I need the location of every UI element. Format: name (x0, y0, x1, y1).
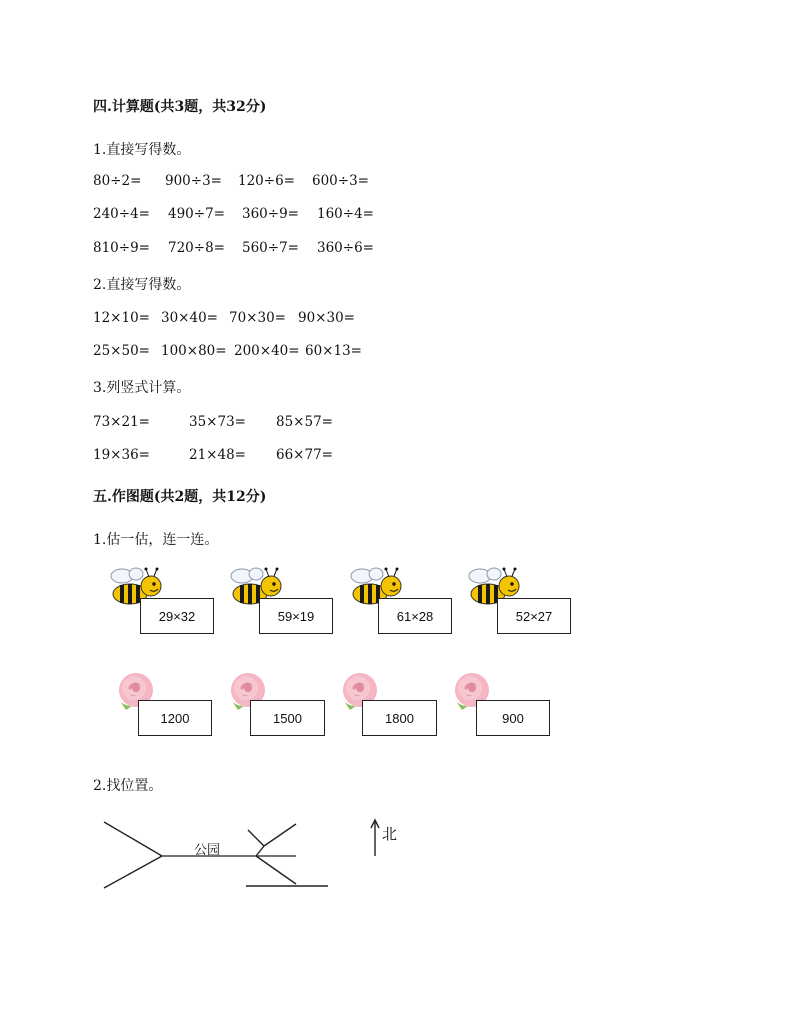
answer-box[interactable]: 900 (476, 700, 550, 736)
equation: 66×77= (276, 447, 333, 463)
equation: 80÷2= (93, 173, 142, 189)
question-4-2-title: 2.直接写得数。 (93, 277, 191, 293)
equation: 60×13= (305, 343, 362, 359)
equation: 90×30= (298, 310, 355, 326)
question-5-1-title: 1.估一估，连一连。 (93, 532, 219, 548)
equation: 30×40= (161, 310, 218, 326)
expression-box[interactable]: 59×19 (259, 598, 333, 634)
equation: 70×30= (229, 310, 286, 326)
equation: 73×21= (93, 414, 150, 430)
question-4-1-title: 1.直接写得数。 (93, 142, 191, 158)
answer-box[interactable]: 1800 (362, 700, 437, 736)
equation: 490÷7= (168, 206, 225, 222)
north-arrow-icon (369, 818, 381, 858)
equation: 200×40= (234, 343, 300, 359)
expression-box[interactable]: 61×28 (378, 598, 452, 634)
equation: 12×10= (93, 310, 150, 326)
equation: 600÷3= (312, 173, 369, 189)
section-5-title: 五.作图题(共2题，共12分) (93, 489, 267, 505)
question-5-2-title: 2.找位置。 (93, 778, 163, 794)
equation: 35×73= (189, 414, 246, 430)
park-label: 公园 (194, 843, 221, 858)
equation: 360÷9= (242, 206, 299, 222)
location-map (96, 812, 406, 902)
section-4-title: 四.计算题(共3题，共32分) (93, 99, 267, 115)
equation: 810÷9= (93, 240, 150, 256)
equation: 25×50= (93, 343, 150, 359)
equation: 120÷6= (238, 173, 295, 189)
expression-box[interactable]: 29×32 (140, 598, 214, 634)
answer-box[interactable]: 1200 (138, 700, 212, 736)
equation: 100×80= (161, 343, 227, 359)
north-label: 北 (382, 825, 398, 843)
equation: 240÷4= (93, 206, 150, 222)
answer-box[interactable]: 1500 (250, 700, 325, 736)
equation: 85×57= (276, 414, 333, 430)
question-4-3-title: 3.列竖式计算。 (93, 380, 191, 396)
equation: 560÷7= (242, 240, 299, 256)
equation: 19×36= (93, 447, 150, 463)
equation: 900÷3= (165, 173, 222, 189)
expression-box[interactable]: 52×27 (497, 598, 571, 634)
equation: 21×48= (189, 447, 246, 463)
equation: 720÷8= (168, 240, 225, 256)
equation: 160÷4= (317, 206, 374, 222)
equation: 360÷6= (317, 240, 374, 256)
